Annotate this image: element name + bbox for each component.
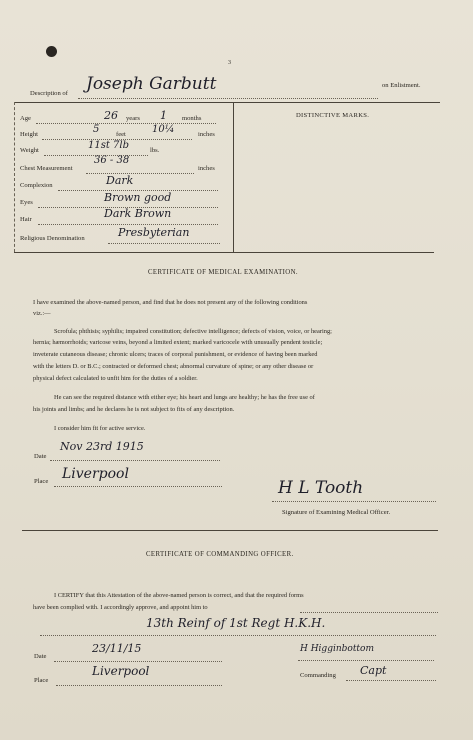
page-number: 3	[228, 60, 231, 66]
eyes-value: Brown good	[104, 191, 172, 204]
regiment-value: 13th Reinf of 1st Regt H.K.H.	[146, 616, 326, 630]
age-years-value: 26	[104, 109, 118, 122]
medical-place-label: Place	[34, 478, 49, 485]
condition-line-5: physical defect calculated to unfit him for the duties of a soldier.	[33, 375, 198, 382]
punch-hole	[46, 46, 57, 57]
medical-para1b: viz.:—	[33, 310, 51, 317]
complexion-label: Complexion	[20, 182, 53, 189]
description-label: Description of	[30, 90, 68, 97]
commanding-value: Capt	[360, 664, 387, 677]
table-divider	[233, 102, 234, 252]
section-divider	[22, 530, 438, 531]
condition-line-3: inveterate cutaneous disease; chronic ulcers; traces of corporal punishment, or evidence of having been marked	[33, 351, 318, 358]
religion-label: Religious Denomination	[20, 235, 85, 242]
age-label: Age	[20, 115, 31, 122]
height-feet-value: 5	[93, 124, 100, 135]
condition-line-1: Scrofula; phthisis; syphilis; impaired constitution; defective intelligence; defects of vision, voice, or hearing;	[54, 328, 332, 335]
commanding-officer-signature: H Higginbottom	[300, 644, 374, 654]
hair-dotted-line	[38, 224, 218, 225]
table-top-border	[14, 102, 440, 103]
months-label: months	[182, 115, 202, 122]
commanding-date-label: Date	[34, 653, 47, 660]
medical-signature-dotted-line	[272, 501, 436, 502]
commanding-label: Commanding	[300, 672, 336, 679]
feet-label: feet	[116, 131, 126, 138]
age-months-value: 1	[160, 109, 167, 122]
complexion-value: Dark	[106, 174, 134, 187]
medical-para2a: He can see the required distance with either eye; his heart and lungs are healthy; he has the free use of	[54, 394, 315, 401]
height-inches-value: 10¼	[152, 124, 175, 135]
fit-statement: I consider him fit for active service.	[54, 425, 146, 432]
hair-value: Dark Brown	[104, 207, 172, 220]
medical-date-value: Nov 23rd 1915	[60, 440, 144, 453]
commanding-para1: I CERTIFY that this Attestation of the above-named person is correct, and that the required forms	[54, 592, 304, 599]
commanding-place-label: Place	[34, 677, 49, 684]
regiment-dotted-line	[40, 635, 436, 636]
officer-signature-dotted-line	[298, 660, 434, 661]
eyes-label: Eyes	[20, 199, 33, 206]
lbs-label: lbs.	[150, 147, 160, 154]
years-label: years	[126, 115, 140, 122]
age-dotted-line	[36, 123, 216, 124]
commanding-dotted-line	[346, 680, 436, 681]
chest-value: 36 - 38	[94, 155, 130, 166]
chest-dotted-line	[86, 173, 194, 174]
height-label: Height	[20, 131, 38, 138]
commanding-place-dotted-line	[56, 685, 222, 686]
distinctive-marks-heading: DISTINCTIVE MARKS.	[296, 112, 370, 119]
chest-label: Chest Measurement	[20, 165, 73, 172]
appoint-dotted-line	[300, 612, 438, 613]
medical-place-dotted-line	[54, 486, 222, 487]
medical-para2b: his joints and limbs; and he declares he is not subject to fits of any description.	[33, 406, 235, 413]
commanding-date-value: 23/11/15	[92, 642, 142, 655]
medical-place-value: Liverpool	[62, 466, 129, 482]
medical-date-label: Date	[34, 453, 47, 460]
commanding-date-dotted-line	[54, 661, 222, 662]
description-dotted-line	[78, 98, 378, 99]
medical-signature-label: Signature of Examining Medical Officer.	[282, 509, 391, 516]
description-name: Joseph Garbutt	[86, 74, 217, 94]
weight-value: 11st 7lb	[88, 140, 130, 151]
hair-label: Hair	[20, 216, 32, 223]
medical-officer-signature: H L Tooth	[278, 478, 364, 498]
religion-value: Presbyterian	[118, 226, 190, 239]
chest-inches-label: inches	[198, 165, 215, 172]
medical-certificate-title: CERTIFICATE OF MEDICAL EXAMINATION.	[148, 269, 299, 276]
condition-line-2: hernia; hæmorrhoids; varicose veins, beyond a limited extent; marked varicocele with unusually pendent testicle;	[33, 339, 323, 346]
commanding-place-value: Liverpool	[92, 664, 150, 678]
weight-label: Weight	[20, 147, 39, 154]
commanding-certificate-title: CERTIFICATE OF COMMANDING OFFICER.	[146, 551, 294, 558]
medical-date-dotted-line	[50, 460, 220, 461]
inches-label: inches	[198, 131, 215, 138]
table-bottom-border	[14, 252, 434, 253]
medical-para1a: I have examined the above-named person, and find that he does not present any of the following conditions	[33, 299, 308, 306]
commanding-para2: have been complied with. I accordingly approve, and appoint him to	[33, 604, 208, 611]
condition-line-4: with the letters D. or B.C.; contracted or deformed chest; abnormal curvature of spine; or any other disease or	[33, 363, 314, 370]
description-suffix: on Enlistment.	[382, 82, 421, 89]
religion-dotted-line	[108, 243, 220, 244]
table-left-border	[14, 102, 15, 252]
